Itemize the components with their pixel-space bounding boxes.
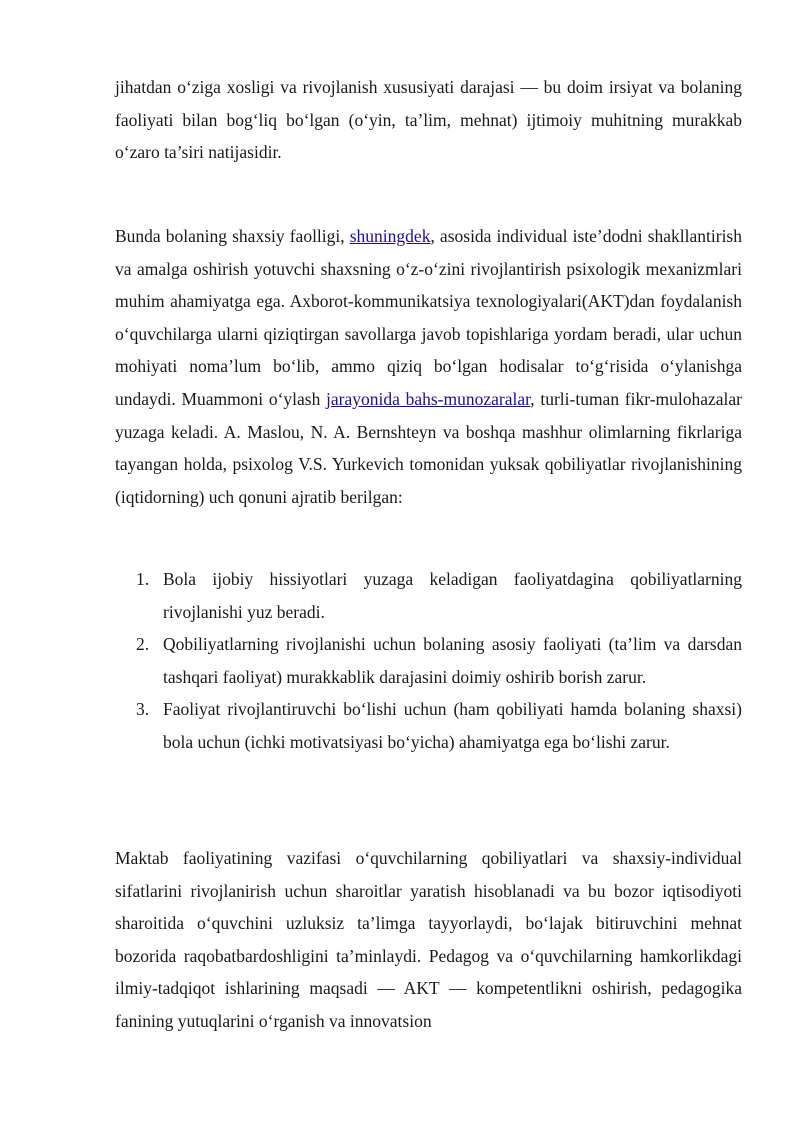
list-item-text: Faoliyat rivojlantiruvchi bo‘lishi uchun (ham qobiliyati hamda bolaning shaxsi) bola uchun (ichki motivatsiyasi bo‘yicha) ahamiyatga ega bo‘lishi zarur. xyxy=(163,699,742,752)
paragraph-body-text-3: , turli-tuman fikr-mulohazalar yuzaga keladi. A. Maslou, N. A. Bernshteyn va boshqa mashhur olimlarning fikrlariga tayangan holda, psixolog V.S. Yurkevich tomonidan yuksak qobiliyatlar rivojlanishining (iqtidorning) uch qonuni ajratib berilgan: xyxy=(115,388,743,507)
paragraph-intro: jihatdan o‘ziga xosligi va rivojlanish xususiyati darajasi — bu doim irsiyat va bolaning faoliyati bilan bog‘liq bo‘lgan (o‘yin, ta’lim, mehnat) ijtimoiy muhitning murakkab o‘zaro ta’siri natijasidir. xyxy=(115,77,742,163)
paragraph-body-text-1: Bunda bolaning shaxsiy faolligi, xyxy=(115,226,350,246)
paragraph-conclusion: Maktab faoliyatining vazifasi o‘quvchilarning qobiliyatlari va shaxsiy-individual sifatlarini rivojlanirish uchun sharoitlar yaratish hisoblanadi va bu bozor iqtisodiyoti sharoitida o‘quvchini uzluksiz ta’limga tayyorlaydi, bo‘lajak bitiruvchini mehnat bozorida raqobatbardoshligini ta’minlaydi. Pedagog va o‘quvchilarning hamkorlikdagi ilmiy-tadqiqot ishlarining maqsadi — AKT — kompetentlikni oshirish, pedagogika fanining yutuqlarini o‘rganish va innovatsion xyxy=(115,848,742,1031)
list-item xyxy=(115,693,742,758)
list-item xyxy=(115,628,742,693)
list-item xyxy=(115,563,742,628)
link-shuningdek[interactable]: shuningdek xyxy=(349,226,431,246)
paragraph-body xyxy=(115,220,742,513)
numbered-list xyxy=(115,563,742,759)
list-item-number: 1. xyxy=(136,569,150,589)
link-bahs-munozaralar[interactable]: jarayonida bahs-munozaralar xyxy=(326,388,531,409)
list-item-number: 2. xyxy=(136,634,150,655)
list-item-text: Qobiliyatlarning rivojlanishi uchun bolaning asosiy faoliyati (ta’lim va darsdan tashqari faoliyat) murakkablik darajasini doimiy oshirib borish zarur. xyxy=(163,634,742,687)
list-item-number: 3. xyxy=(136,699,150,720)
list-item-text: Bola ijobiy hissiyotlari yuzaga keladigan faoliyatdagina qobiliyatlarning rivojlanishi yuz beradi. xyxy=(163,569,742,622)
paragraph-body-text-2: , asosida individual iste’dodni shakllantirish va amalga oshirish yotuvchi shaxsning o‘z-o‘zini rivojlantirish psixologik mexanizmlari muhim ahamiyatga ega. Axborot-kommunikatsiya texnologiyalari(AKT)dan foydalanish o‘quvchilarga ularni qiziqtirgan savollarga javob topishlariga yordam beradi, ular uchun mohiyati noma’lum bo‘lib, ammo qiziq bo‘lgan hodisalar to‘g‘risida o‘ylanishga undaydi. Muammoni o‘ylash xyxy=(115,226,742,409)
